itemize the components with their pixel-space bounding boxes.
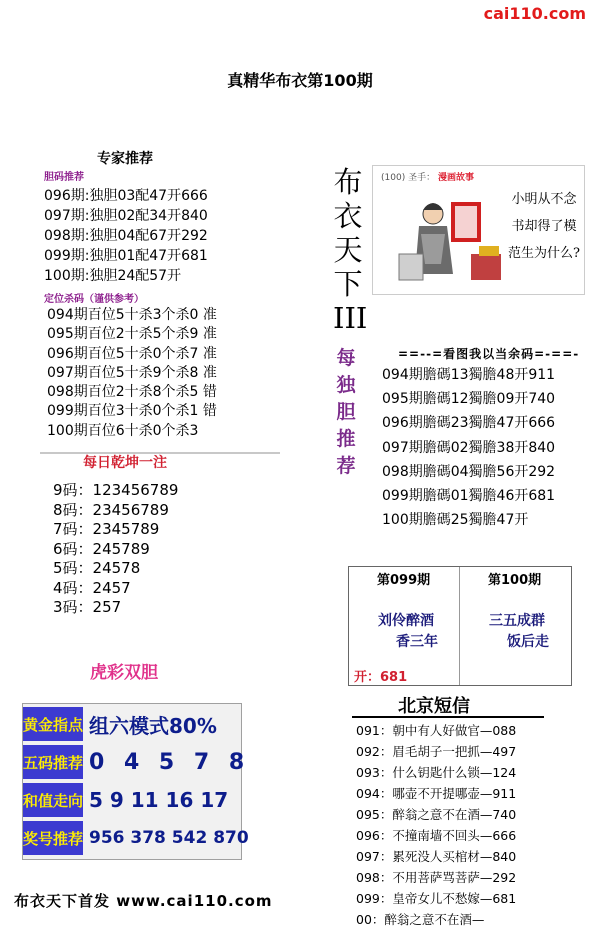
list-item: 097期百位5十杀9个杀8 准 bbox=[47, 364, 217, 381]
list-item: 098期:独胆04配67开292 bbox=[44, 228, 208, 244]
list-item: 098期膽碼04獨膽56开292 bbox=[382, 463, 556, 480]
list-item: 092：眉毛胡子一把抓—497 bbox=[356, 744, 517, 759]
vertical-char: 独 bbox=[336, 374, 356, 396]
vertical-char: 天 bbox=[333, 233, 363, 267]
row-value: 5 9 11 16 17 bbox=[89, 788, 229, 812]
list-item: 096期:独胆03配47开666 bbox=[44, 188, 208, 204]
vertical-char: 下 bbox=[333, 267, 363, 301]
list-item: 3码：257 bbox=[53, 598, 122, 616]
list-item: 099期:独胆01配47开681 bbox=[44, 248, 208, 264]
site-logo[interactable]: cai110.com bbox=[483, 4, 586, 23]
list-item: 097期:独胆02配34开840 bbox=[44, 208, 208, 224]
list-item: 095期膽碼12獨膽09开740 bbox=[382, 391, 556, 408]
list-item: 5码：24578 bbox=[53, 559, 141, 577]
vertical-title bbox=[333, 165, 368, 335]
list-item: 095：醉翁之意不在酒—740 bbox=[356, 807, 517, 822]
issue-box bbox=[348, 566, 572, 686]
list-item: 4码：2457 bbox=[53, 578, 131, 597]
vertical-char: III bbox=[333, 301, 368, 335]
tag-dan-recommend: 胆码推荐 bbox=[44, 172, 84, 183]
list-item: 9码：123456789 bbox=[53, 481, 179, 499]
list-item: 6码：245789 bbox=[53, 539, 150, 558]
list-item: 098期百位2十杀8个杀5 错 bbox=[47, 384, 217, 401]
comic-line: 范生为什么? bbox=[508, 246, 580, 261]
vertical-char: 推 bbox=[336, 428, 356, 450]
comic-panel bbox=[372, 165, 585, 295]
list-item: 094：哪壶不开提哪壶—911 bbox=[356, 786, 517, 801]
comic-line: 书却得了模 bbox=[511, 219, 577, 234]
issue-line: 饭后走 bbox=[507, 634, 549, 650]
gold-table bbox=[22, 703, 251, 860]
footer: 布衣天下首发 www.cai110.com bbox=[14, 892, 273, 910]
comic-text bbox=[508, 186, 580, 267]
dan-list bbox=[44, 186, 208, 286]
list-item: 094期膽碼13獨膽48开911 bbox=[382, 367, 556, 383]
comic-line: 小明从不念 bbox=[511, 192, 577, 207]
tag-kill-code: 定位杀码（谨供参考） bbox=[44, 294, 144, 305]
comic-label: 圣手： bbox=[408, 173, 436, 183]
comic-issue: (100) bbox=[381, 173, 406, 183]
vertical-char: 布 bbox=[333, 165, 363, 199]
issue-head: 第099期 bbox=[377, 573, 431, 588]
vertical-char: 荐 bbox=[336, 455, 356, 477]
divider bbox=[352, 716, 544, 718]
comic-figure-icon bbox=[391, 194, 511, 286]
list-item: 100期:独胆24配57开 bbox=[44, 268, 182, 284]
list-item: 096期膽碼23獨膽47开666 bbox=[382, 415, 556, 432]
row-value: 0 4 5 7 8 bbox=[89, 749, 251, 775]
list-item: 096：不撞南墙不回头—666 bbox=[356, 828, 517, 843]
issue-body bbox=[472, 611, 562, 653]
codes-list bbox=[53, 481, 178, 618]
comic-header bbox=[381, 170, 474, 183]
beijing-title: 北京短信 bbox=[398, 696, 470, 717]
vertical-char: 衣 bbox=[333, 199, 363, 233]
issue-left bbox=[349, 567, 460, 685]
issue-open: 开：681 bbox=[354, 670, 408, 685]
vertical-char: 胆 bbox=[336, 401, 356, 423]
list-item: 8码：23456789 bbox=[53, 500, 169, 519]
list-item: 099期膽碼01獨膽46开681 bbox=[382, 488, 556, 505]
comic-name: 漫画故事 bbox=[437, 173, 474, 183]
row-value: 组六模式80% bbox=[89, 713, 217, 738]
issue-head: 第100期 bbox=[488, 573, 542, 588]
list-item: 097：累死没人买棺材—840 bbox=[356, 849, 517, 864]
list-item: 094期百位5十杀3个杀0 准 bbox=[47, 307, 217, 323]
table-row bbox=[23, 743, 251, 781]
daily-title: 每日乾坤一注 bbox=[83, 455, 167, 471]
issue-line: 香三年 bbox=[396, 634, 438, 650]
list-item: 091：朝中有人好做官—088 bbox=[356, 723, 517, 738]
list-item: 099：皇帝女儿不愁嫁—681 bbox=[356, 891, 517, 906]
table-row bbox=[23, 819, 249, 857]
list-item: 100期百位6十杀0个杀3 bbox=[47, 422, 199, 439]
list-item: 098：不用菩萨骂菩萨—292 bbox=[356, 870, 517, 885]
issue-line: 刘伶醉酒 bbox=[378, 613, 434, 629]
row-label: 奖号推荐 bbox=[23, 821, 83, 855]
page-title: 真精华布衣第100期 bbox=[227, 71, 373, 90]
list-item: 095期百位2十杀5个杀9 准 bbox=[47, 326, 217, 343]
row-label: 黄金指点 bbox=[23, 707, 83, 741]
tiger-title: 虎彩双胆 bbox=[90, 663, 158, 683]
list-item: 00：醉翁之意不在酒— bbox=[356, 912, 485, 927]
vertical-char: 每 bbox=[336, 347, 356, 369]
row-value: 956 378 542 870 bbox=[89, 828, 249, 848]
list-item: 093：什么钥匙什么锁—124 bbox=[356, 765, 517, 780]
list-item: 096期百位5十杀0个杀7 准 bbox=[47, 345, 217, 362]
expert-title: 专家推荐 bbox=[97, 151, 153, 167]
issue-body bbox=[361, 611, 451, 653]
see-title: ==--=看图我以当余码=-==- bbox=[398, 347, 580, 361]
row-label: 和值走向 bbox=[23, 783, 83, 817]
table-row bbox=[23, 781, 241, 819]
table-row bbox=[23, 705, 241, 743]
row-label: 五码推荐 bbox=[23, 745, 83, 779]
issue-right bbox=[460, 567, 571, 685]
beijing-list bbox=[356, 720, 516, 930]
kill-list bbox=[47, 306, 217, 441]
list-item: 097期膽碼02獨膽38开840 bbox=[382, 439, 556, 456]
vertical-daily bbox=[334, 345, 358, 480]
list-item: 100期膽碼25獨膽47开 bbox=[382, 512, 529, 529]
single-list bbox=[382, 363, 555, 532]
issue-line: 三五成群 bbox=[489, 613, 545, 629]
list-item: 7码：2345789 bbox=[53, 520, 160, 538]
list-item: 099期百位3十杀0个杀1 错 bbox=[47, 403, 217, 420]
